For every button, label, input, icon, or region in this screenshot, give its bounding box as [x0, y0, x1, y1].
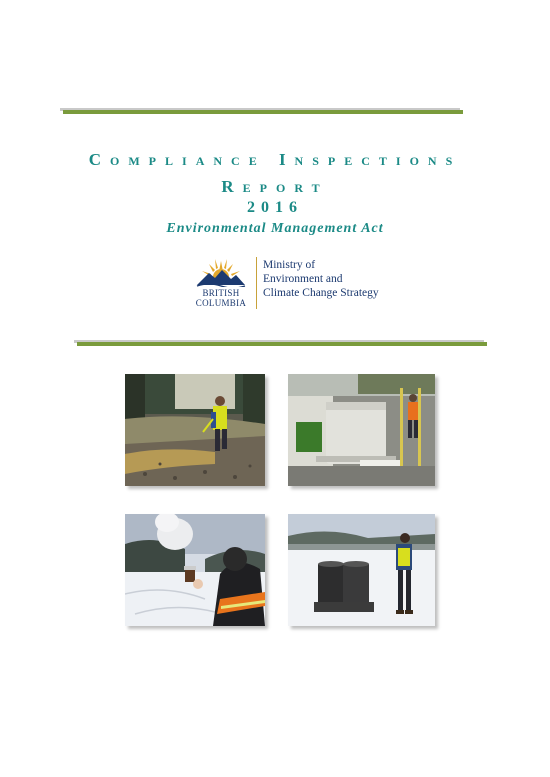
report-year: 2016 — [247, 199, 303, 216]
report-title-line2: Report — [221, 177, 329, 196]
bc-government-logo — [190, 255, 400, 310]
province-name-line2: COLUMBIA — [195, 298, 247, 308]
ministry-name-line3: Climate Change Strategy — [263, 287, 379, 299]
logo-divider — [256, 257, 257, 309]
report-subtitle: Environmental Management Act — [166, 221, 384, 236]
photo-river-sampling — [125, 374, 265, 486]
photo-industrial-tank — [288, 374, 435, 486]
photo-drums-in-snow — [288, 514, 435, 626]
ministry-name-line2: Environment and — [263, 273, 343, 285]
bc-sun-mountain-emblem — [195, 255, 247, 287]
report-title-line1: Compliance Inspections — [88, 150, 462, 169]
ministry-name-line1: Ministry of — [263, 259, 316, 271]
province-name-line1: BRITISH — [202, 288, 240, 298]
photo-snow-air-sampling — [125, 514, 265, 626]
